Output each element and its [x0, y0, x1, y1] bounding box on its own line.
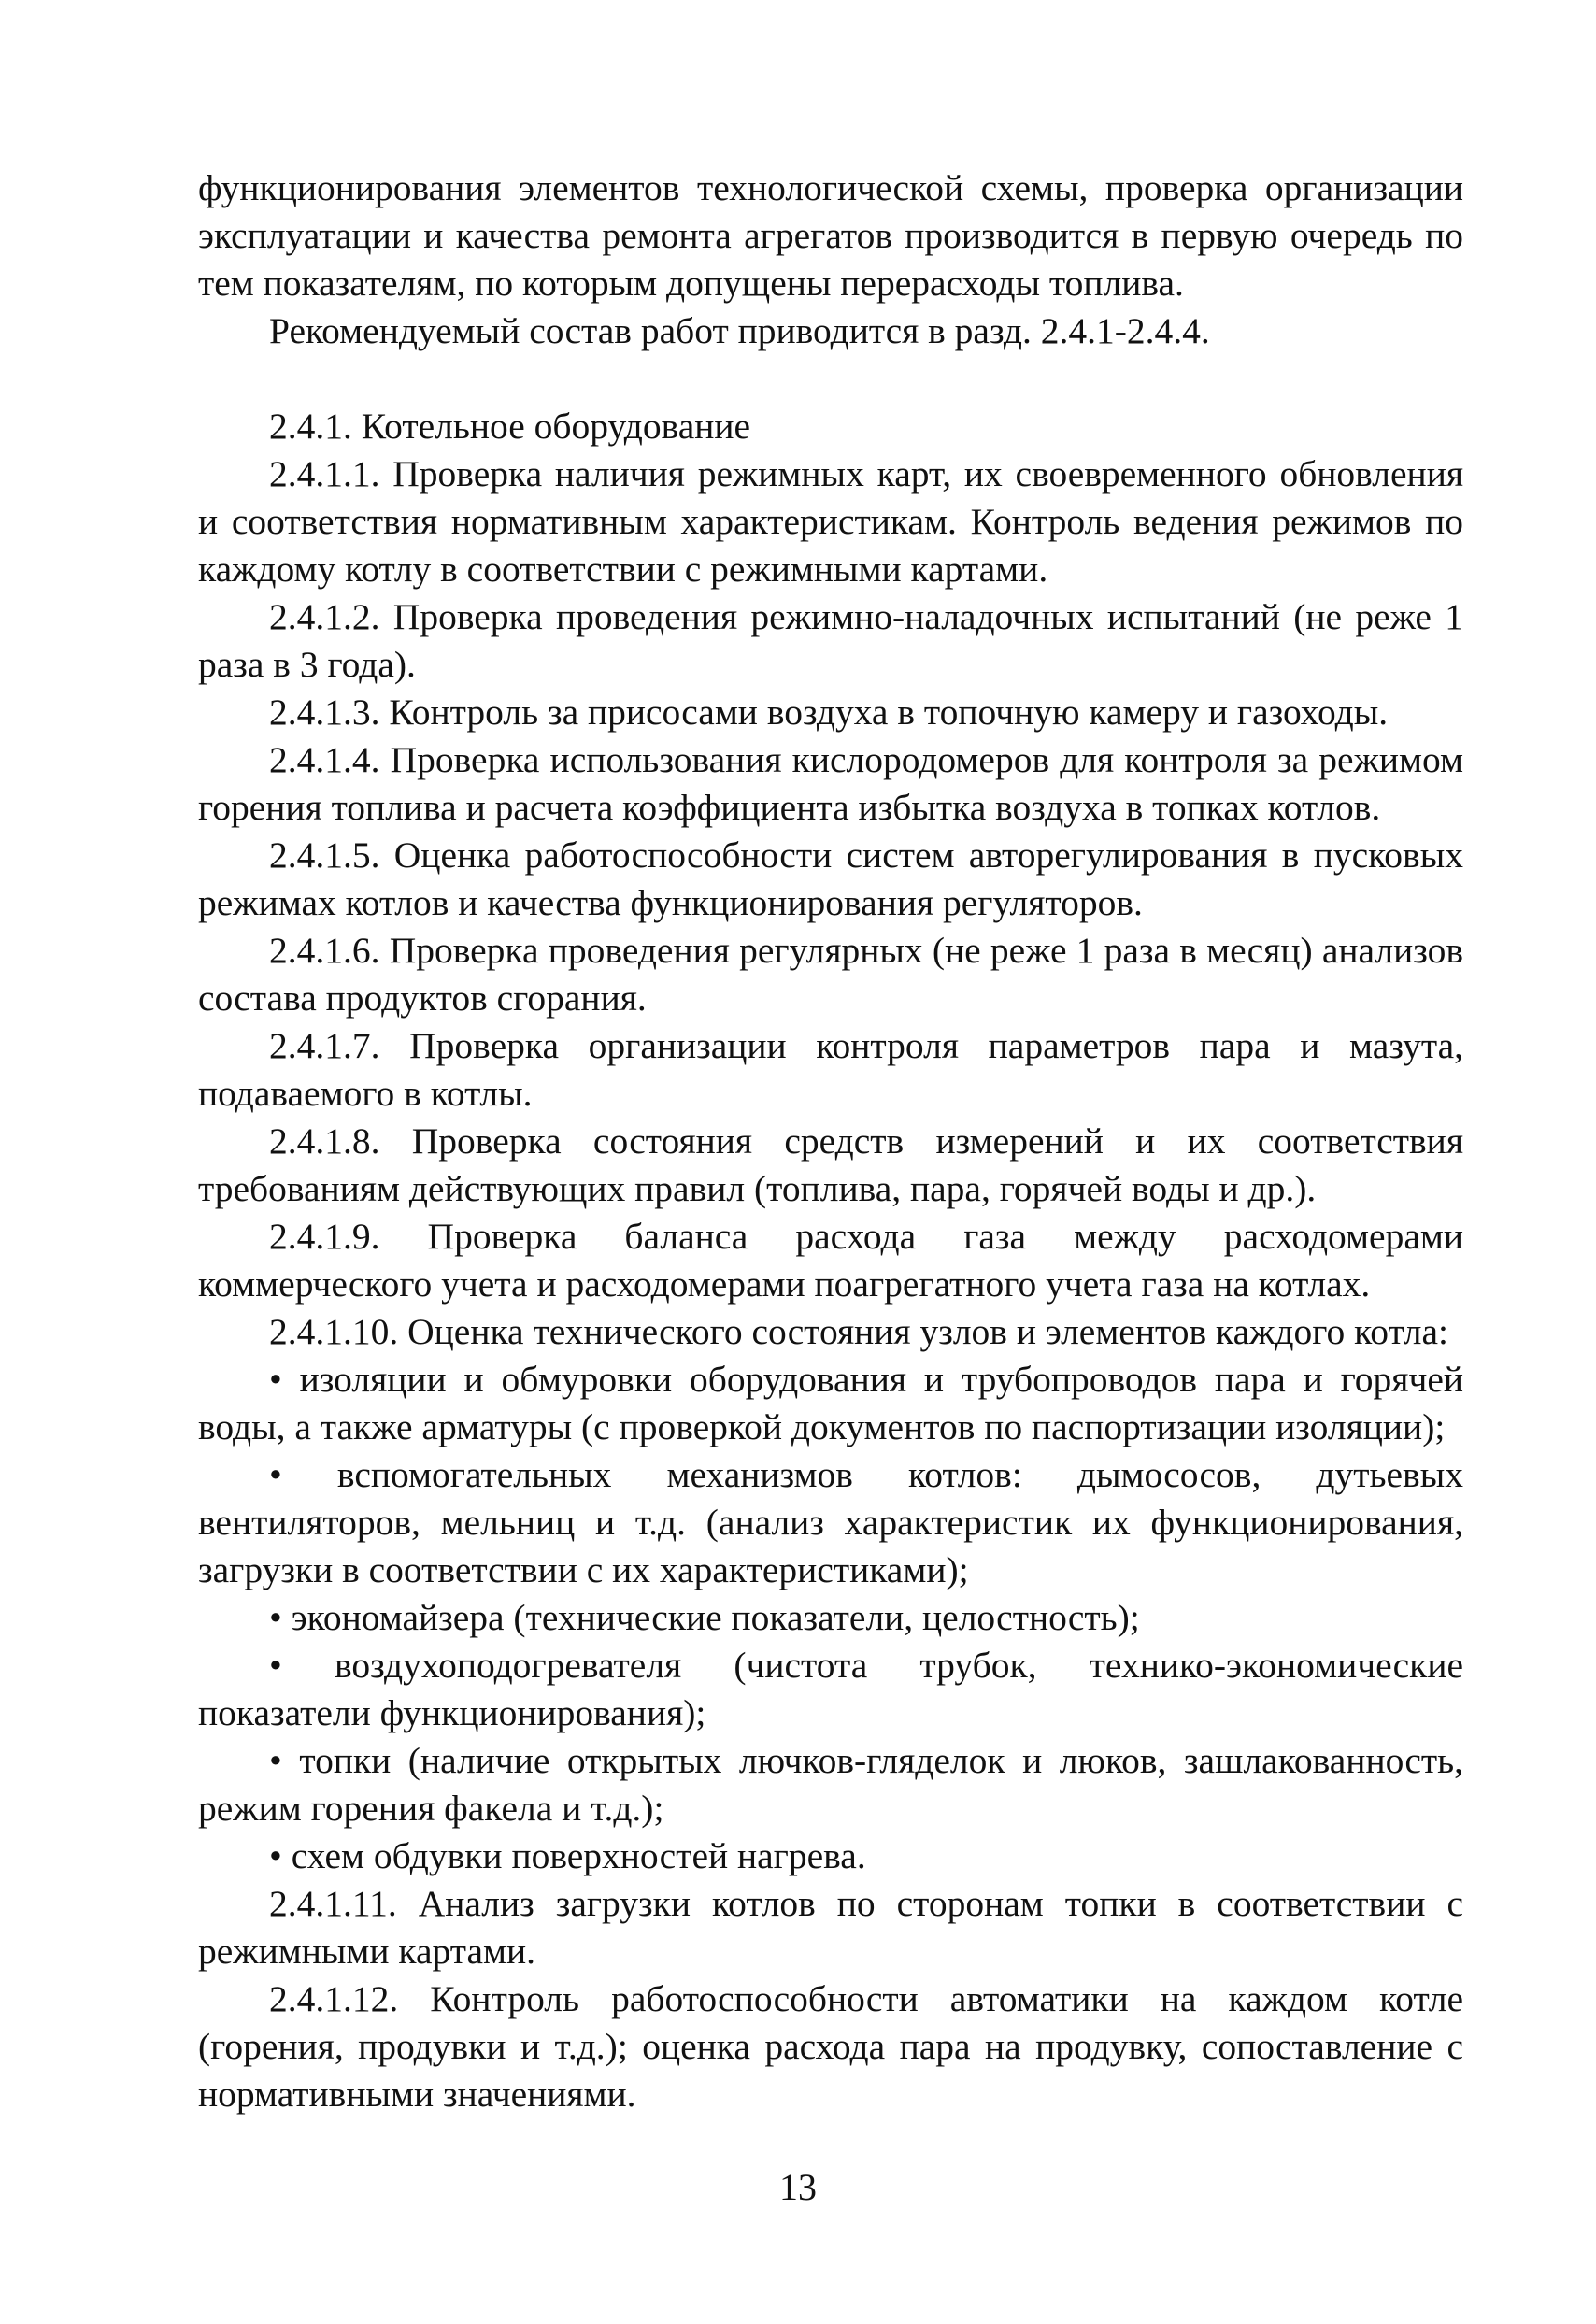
- paragraph-2-4-1-10: 2.4.1.10. Оценка технического состояния узлов и элементов каждого котла:: [269, 1311, 1449, 1352]
- paragraph-recommended-works: Рекомендуемый состав работ приводится в разд. 2.4.1-2.4.4.: [269, 310, 1210, 351]
- paragraph-2-4-1-6: 2.4.1.6. Проверка проведения регулярных (не реже 1 раза в месяц) анализов состава продуктов сгорания.: [198, 930, 1463, 1019]
- paragraph-2-4-1-5: 2.4.1.5. Оценка работоспособности систем авторегулирования в пусковых режимах котлов и качества функционирования регуляторов.: [198, 834, 1463, 923]
- bullet-item: • схем обдувки поверхностей нагрева.: [269, 1835, 866, 1876]
- paragraph-2-4-1-11: 2.4.1.11. Анализ загрузки котлов по сторонам топки в соответствии с режимными картами.: [198, 1883, 1463, 1972]
- bullet-item: • топки (наличие открытых лючков-гляделок и люков, зашлакованность, режим горения факела и т.д.);: [198, 1740, 1463, 1829]
- paragraph-intro-continuation: функционирования элементов технологической схемы, проверка организации эксплуатации и качества ремонта агрегатов производится в первую очередь по тем показателям, по которым допущены перерасходы топлива.: [198, 167, 1463, 304]
- bullet-item: • воздухоподогревателя (чистота трубок, технико-экономические показатели функционирования);: [198, 1645, 1463, 1733]
- paragraph-2-4-1-1: 2.4.1.1. Проверка наличия режимных карт, их своевременного обновления и соответствия нормативным характеристикам. Контроль ведения режимов по каждому котлу в соответствии с режимными картами.: [198, 453, 1463, 590]
- page-number: 13: [779, 2166, 817, 2208]
- bullet-item: • изоляции и обмуровки оборудования и трубопроводов пара и горячей воды, а также арматуры (с проверкой документов по паспортизации изоляции);: [198, 1359, 1463, 1447]
- bullet-item: • экономайзера (технические показатели, целостность);: [269, 1597, 1140, 1638]
- paragraph-2-4-1-4: 2.4.1.4. Проверка использования кислородомеров для контроля за режимом горения топлива и расчета коэффициента избытка воздуха в топках котлов.: [198, 739, 1463, 828]
- body-text: [198, 164, 1463, 2118]
- paragraph-2-4-1-7: 2.4.1.7. Проверка организации контроля параметров пара и мазута, подаваемого в котлы.: [198, 1025, 1463, 1114]
- paragraph-2-4-1-12: 2.4.1.12. Контроль работоспособности автоматики на каждом котле (горения, продувки и т.д.); оценка расхода пара на продувку, сопоставление с нормативными значениями.: [198, 1978, 1463, 2115]
- paragraph-2-4-1-9: 2.4.1.9. Проверка баланса расхода газа между расходомерами коммерческого учета и расходомерами поагрегатного учета газа на котлах.: [198, 1216, 1463, 1305]
- paragraph-2-4-1-8: 2.4.1.8. Проверка состояния средств измерений и их соответствия требованиям действующих правил (топлива, пара, горячей воды и др.).: [198, 1120, 1463, 1209]
- section-heading-2-4-1: 2.4.1. Котельное оборудование: [269, 406, 751, 447]
- paragraph-2-4-1-3: 2.4.1.3. Контроль за присосами воздуха в топочную камеру и газоходы.: [269, 691, 1389, 733]
- bullet-item: • вспомогательных механизмов котлов: дымососов, дутьевых вентиляторов, мельниц и т.д. (анализ характеристик их функционирования, загрузки в соответствии с их характеристиками);: [198, 1454, 1463, 1590]
- paragraph-2-4-1-2: 2.4.1.2. Проверка проведения режимно-наладочных испытаний (не реже 1 раза в 3 года).: [198, 596, 1463, 685]
